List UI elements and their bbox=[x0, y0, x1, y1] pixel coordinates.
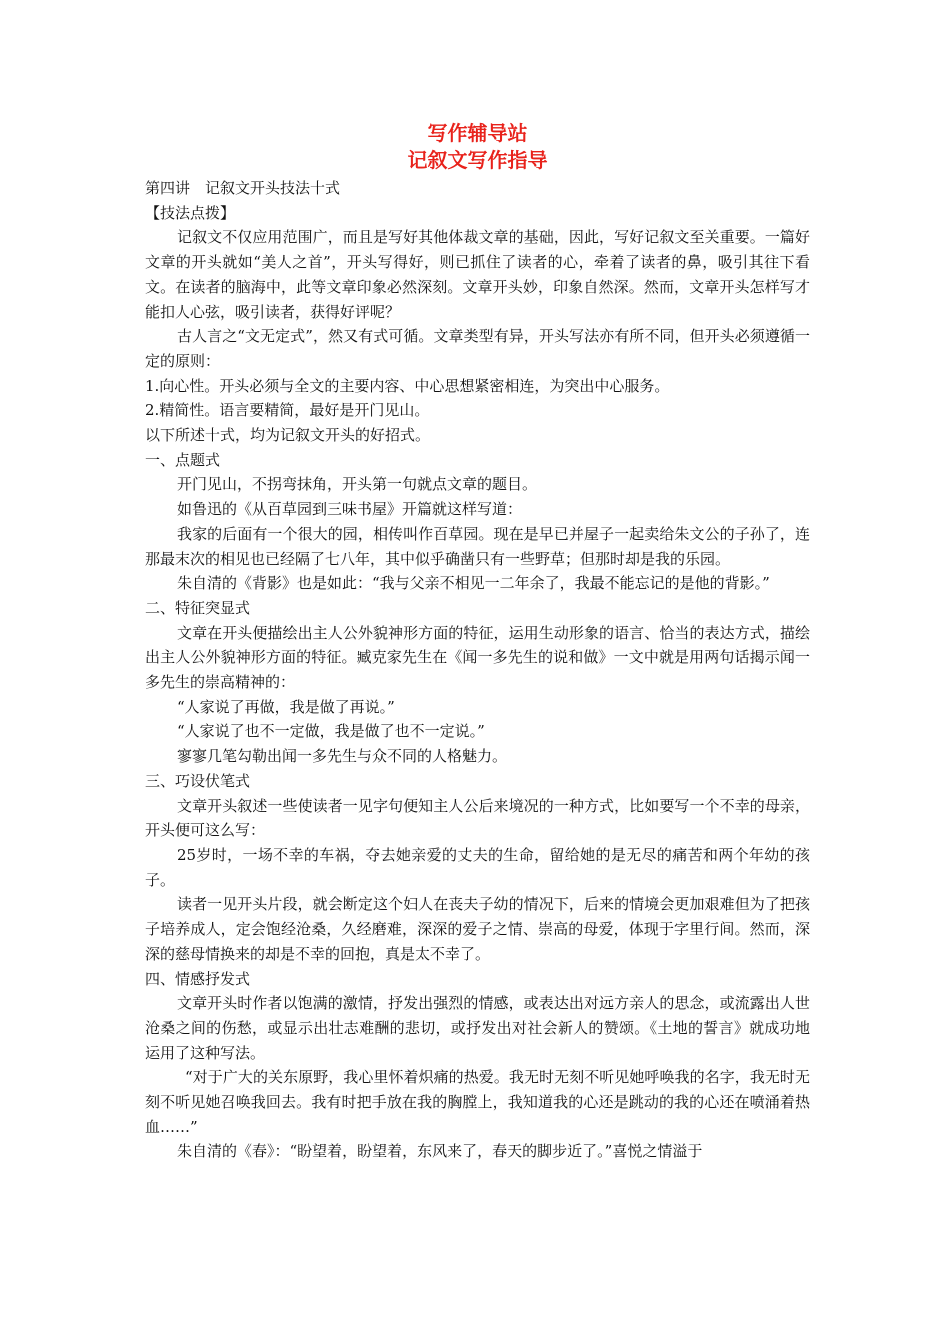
intro-paragraph-1: 记叙文不仅应用范围广，而且是写好其他体裁文章的基础，因此，写好记叙文至关重要。一篇好文章的开头就如“美人之首”，开头写得好，则已抓住了读者的心，牵着了读者的鼻，吸引其往下看文。在读者的脑海中，此等文章印象必然深刻。文章开头妙，印象自然深。然而，文章开头怎样写才能扣人心弦，吸引读者，获得好评呢？ bbox=[145, 228, 810, 321]
title-block bbox=[145, 120, 810, 174]
quote-line: “人家说了再做，我是做了再说。” bbox=[177, 697, 395, 716]
paragraph: 朱自清的《背影》也是如此：“我与父亲不相见一二年余了，我最不能忘记的是他的背影。” bbox=[177, 574, 770, 593]
paragraph: 如鲁迅的《从百草园到三味书屋》开篇就这样写道： bbox=[177, 500, 523, 519]
subsection-heading-3: 三、巧设伏笔式 bbox=[145, 771, 251, 790]
paragraph: 朱自清的《春》：“盼望着，盼望着，东风来了，春天的脚步近了。”喜悦之情溢于 bbox=[177, 1142, 703, 1161]
paragraph: 寥寥几笔勾勒出闻一多先生与众不同的人格魅力。 bbox=[177, 747, 508, 766]
rule-item-2: 2.精简性。语言要精简，最好是开门见山。 bbox=[145, 401, 430, 420]
lecture-heading: 第四讲 记叙文开头技法十式 bbox=[145, 179, 341, 197]
document-title: 写作辅导站 bbox=[427, 121, 528, 145]
paragraph: 文章开头时作者以饱满的激情，抒发出强烈的情感，或表达出对远方亲人的思念，或流露出人世沧桑之间的伤愁，或显示出壮志难酬的悲切，或抒发出对社会新人的赞颂。《土地的誓言》就成功地运用了这种写法。 bbox=[145, 994, 810, 1062]
subsection-heading-4: 四、情感抒发式 bbox=[145, 969, 251, 988]
paragraph: 读者一见开头片段，就会断定这个妇人在丧夫子幼的情况下，后来的情境会更加艰难但为了把孩子培养成人，定会饱经沧桑，久经磨难，深深的爱子之情、崇高的母爱，体现于字里行间。然而，深深的慈母情换来的却是不幸的回抱，真是太不幸了。 bbox=[145, 895, 810, 963]
quoted-excerpt: “对于广大的关东原野，我心里怀着炽痛的热爱。我无时无刻不听见她呼唤我的名字，我无时无刻不听见她召唤我回去。我有时把手放在我的胸膛上，我知道我的心还是跳动的我的心还在喷涌着热血……” bbox=[145, 1068, 810, 1136]
quoted-excerpt: 25岁时，一场不幸的车祸，夺去她亲爱的丈夫的生命，留给她的是无尽的痛苦和两个年幼的孩子。 bbox=[145, 845, 810, 889]
intro-paragraph-2: 古人言之“文无定式”，然又有式可循。文章类型有异，开头写法亦有所不同，但开头必须遵循一定的原则： bbox=[145, 327, 810, 370]
paragraph: 文章在开头便描绘出主人公外貌神形方面的特征，运用生动形象的语言、恰当的表达方式，描绘出主人公外貌神形方面的特征。臧克家先生在《闻一多先生的说和做》一文中就是用两句话揭示闻一多先生的崇高精神的： bbox=[145, 623, 810, 692]
subsection-heading-1: 一、点题式 bbox=[145, 450, 221, 469]
document-subtitle: 记叙文写作指导 bbox=[407, 148, 548, 172]
section-heading: 【技法点拨】 bbox=[145, 203, 236, 222]
document-body bbox=[145, 120, 810, 1164]
rule-summary: 以下所述十式，均为记叙文开头的好招式。 bbox=[145, 426, 431, 445]
paragraph: 开门见山，不拐弯抹角，开头第一句就点文章的题目。 bbox=[177, 475, 538, 494]
rule-item-1: 1.向心性。开头必须与全文的主要内容、中心思想紧密相连，为突出中心服务。 bbox=[145, 376, 670, 395]
paragraph: 文章开头叙述一些使读者一见字句便知主人公后来境况的一种方式，比如要写一个不幸的母亲，开头便可这么写： bbox=[145, 796, 810, 840]
subsection-heading-2: 二、特征突显式 bbox=[145, 598, 251, 617]
quoted-excerpt: 我家的后面有一个很大的园，相传叫作百草园。现在是早已并屋子一起卖给朱文公的子孙了，连那最末次的相见也已经隔了七八年，其中似乎确凿只有一些野草；但那时却是我的乐园。 bbox=[145, 524, 810, 568]
quote-line: “人家说了也不一定做，我是做了也不一定说。” bbox=[177, 722, 485, 741]
